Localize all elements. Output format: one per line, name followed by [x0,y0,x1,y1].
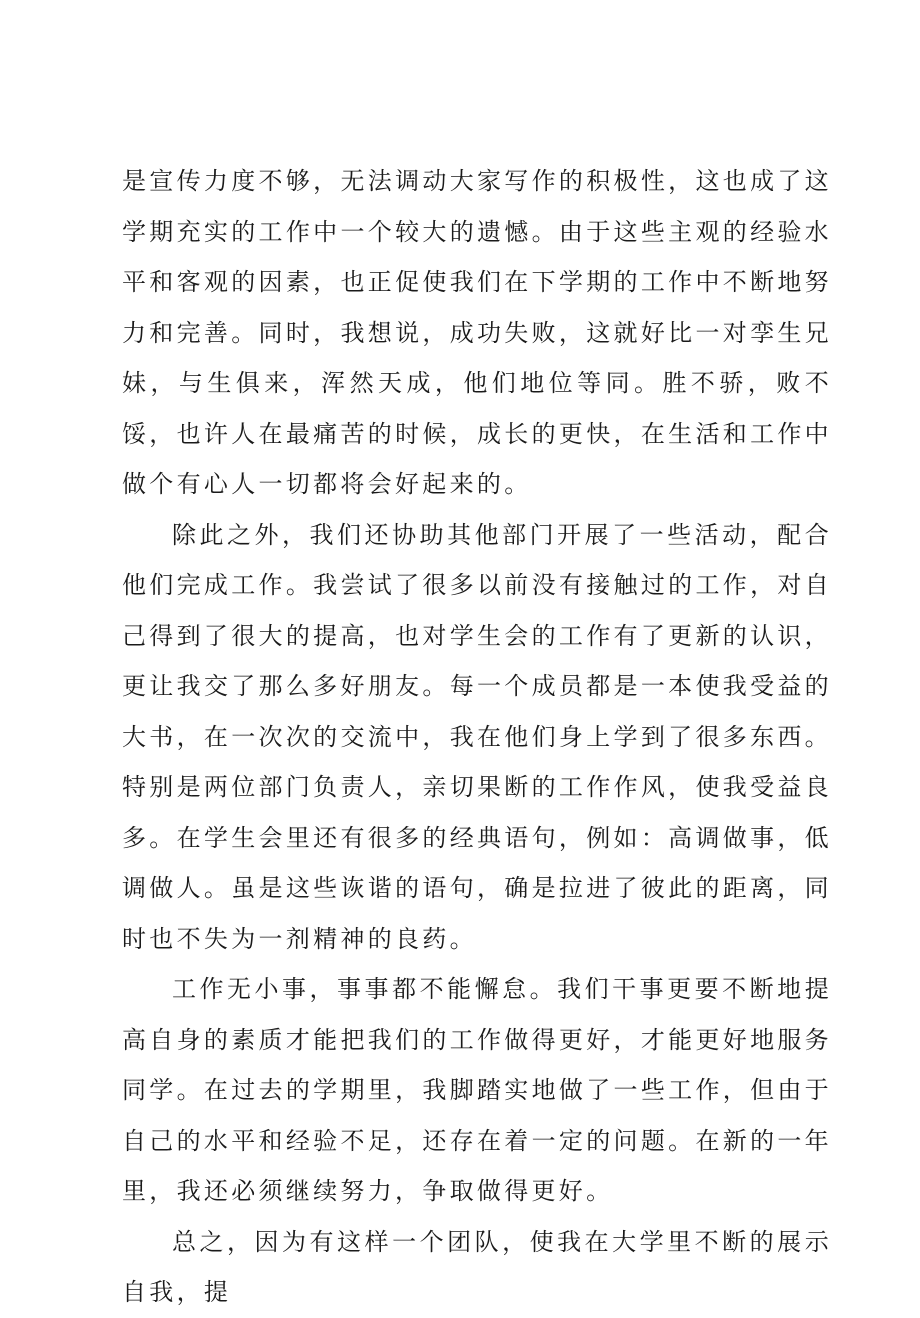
paragraph-4: 总之，因为有这样一个团队，使我在大学里不断的展示自我，提 [122,1227,832,1306]
paragraph-1: 是宣传力度不够，无法调动大家写作的积极性，这也成了这学期充实的工作中一个较大的遗憾。由于这些主观的经验水平和客观的因素，也正促使我们在下学期的工作中不断地努力和完善。同时，我想说，成功失败，这就好比一对孪生兄妹，与生俱来，浑然天成，他们地位等同。胜不骄，败不馁，也许人在最痛苦的时候，成长的更快，在生活和工作中做个有心人一切都将会好起来的。 [122,167,832,498]
paragraph-3: 工作无小事，事事都不能懈怠。我们干事更要不断地提高自身的素质才能把我们的工作做得更好，才能更好地服务同学。在过去的学期里，我脚踏实地做了一些工作，但由于自己的水平和经验不足，还存在着一定的问题。在新的一年里，我还必须继续努力，争取做得更好。 [122,975,832,1205]
paragraph-2: 除此之外，我们还协助其他部门开展了一些活动，配合他们完成工作。我尝试了很多以前没有接触过的工作，对自己得到了很大的提高，也对学生会的工作有了更新的认识，更让我交了那么多好朋友。每一个成员都是一本使我受益的大书，在一次次的交流中，我在他们身上学到了很多东西。特别是两位部门负责人，亲切果断的工作作风，使我受益良多。在学生会里还有很多的经典语句，例如：高调做事，低调做人。虽是这些诙谐的语句，确是拉进了彼此的距离，同时也不失为一剂精神的良药。 [122,520,832,953]
document-body [122,156,832,1318]
